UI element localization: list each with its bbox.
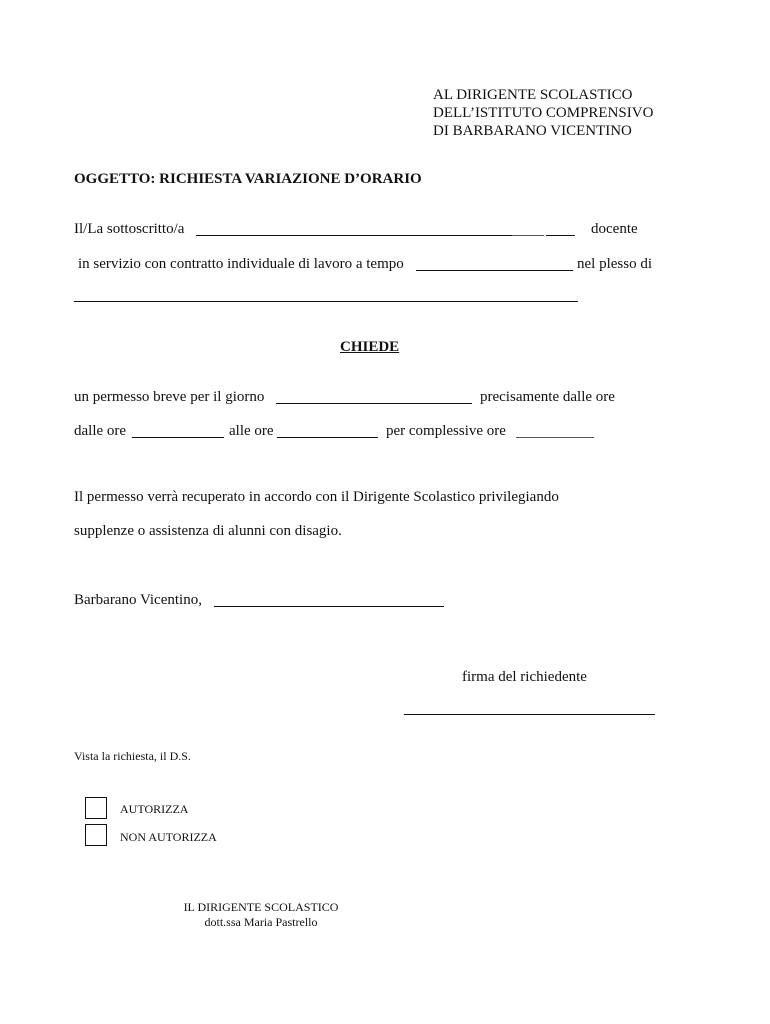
approval-intro: Vista la richiesta, il D.S. xyxy=(74,749,191,763)
name-blank-1[interactable] xyxy=(196,235,306,236)
total-hours-blank[interactable] xyxy=(516,437,594,438)
recipient-line-2: DELL’ISTITUTO COMPRENSIVO xyxy=(433,105,654,121)
name-blank-5[interactable] xyxy=(546,235,575,236)
plesso-blank-3[interactable] xyxy=(523,301,578,302)
role-label: docente xyxy=(591,221,638,237)
total-hours-label: per complessive ore xyxy=(386,423,506,439)
recovery-line-1: Il permesso verrà recuperato in accordo con il Dirigente Scolastico privilegiando xyxy=(74,489,559,505)
subject-heading: OGGETTO: RICHIESTA VARIAZIONE D’ORARIO xyxy=(74,171,422,187)
recipient-block xyxy=(433,86,653,140)
recipient-line-1: AL DIRIGENTE SCOLASTICO xyxy=(433,87,633,103)
name-blank-2[interactable] xyxy=(306,235,404,236)
name-blank-3[interactable] xyxy=(404,235,512,236)
applicant-prefix: Il/La sottoscritto/a xyxy=(74,221,185,237)
request-heading: CHIEDE xyxy=(340,339,400,355)
signature-blank[interactable] xyxy=(404,714,655,715)
signature-label: firma del richiedente xyxy=(462,669,587,685)
not-authorize-checkbox[interactable] xyxy=(85,824,107,846)
from-hours-text: precisamente dalle ore xyxy=(480,389,615,405)
date-blank[interactable] xyxy=(214,606,444,607)
authorize-checkbox[interactable] xyxy=(85,797,107,819)
principal-name: dott.ssa Maria Pastrello xyxy=(204,915,318,929)
plesso-blank-2[interactable] xyxy=(329,301,523,302)
not-authorize-label: NON AUTORIZZA xyxy=(120,830,217,844)
plesso-blank-1[interactable] xyxy=(74,301,329,302)
recipient-line-3: DI BARBARANO VICENTINO xyxy=(433,123,632,139)
permit-date-blank[interactable] xyxy=(276,403,472,404)
place-date-label: Barbarano Vicentino, xyxy=(74,592,202,608)
dalle-ore-blank[interactable] xyxy=(132,437,224,438)
permit-text: un permesso breve per il giorno xyxy=(74,389,265,405)
alle-ore-label: alle ore xyxy=(229,423,274,439)
contract-text: in servizio con contratto individuale di lavoro a tempo xyxy=(78,256,404,272)
principal-title: IL DIRIGENTE SCOLASTICO xyxy=(183,900,339,914)
contract-type-blank[interactable] xyxy=(416,270,573,271)
dalle-ore-label: dalle ore xyxy=(74,423,127,439)
plesso-label: nel plesso di xyxy=(577,256,652,272)
alle-ore-blank[interactable] xyxy=(277,437,378,438)
authorize-label: AUTORIZZA xyxy=(120,802,189,816)
name-blank-4[interactable] xyxy=(512,235,544,236)
recovery-line-2: supplenze o assistenza di alunni con disagio. xyxy=(74,523,342,539)
